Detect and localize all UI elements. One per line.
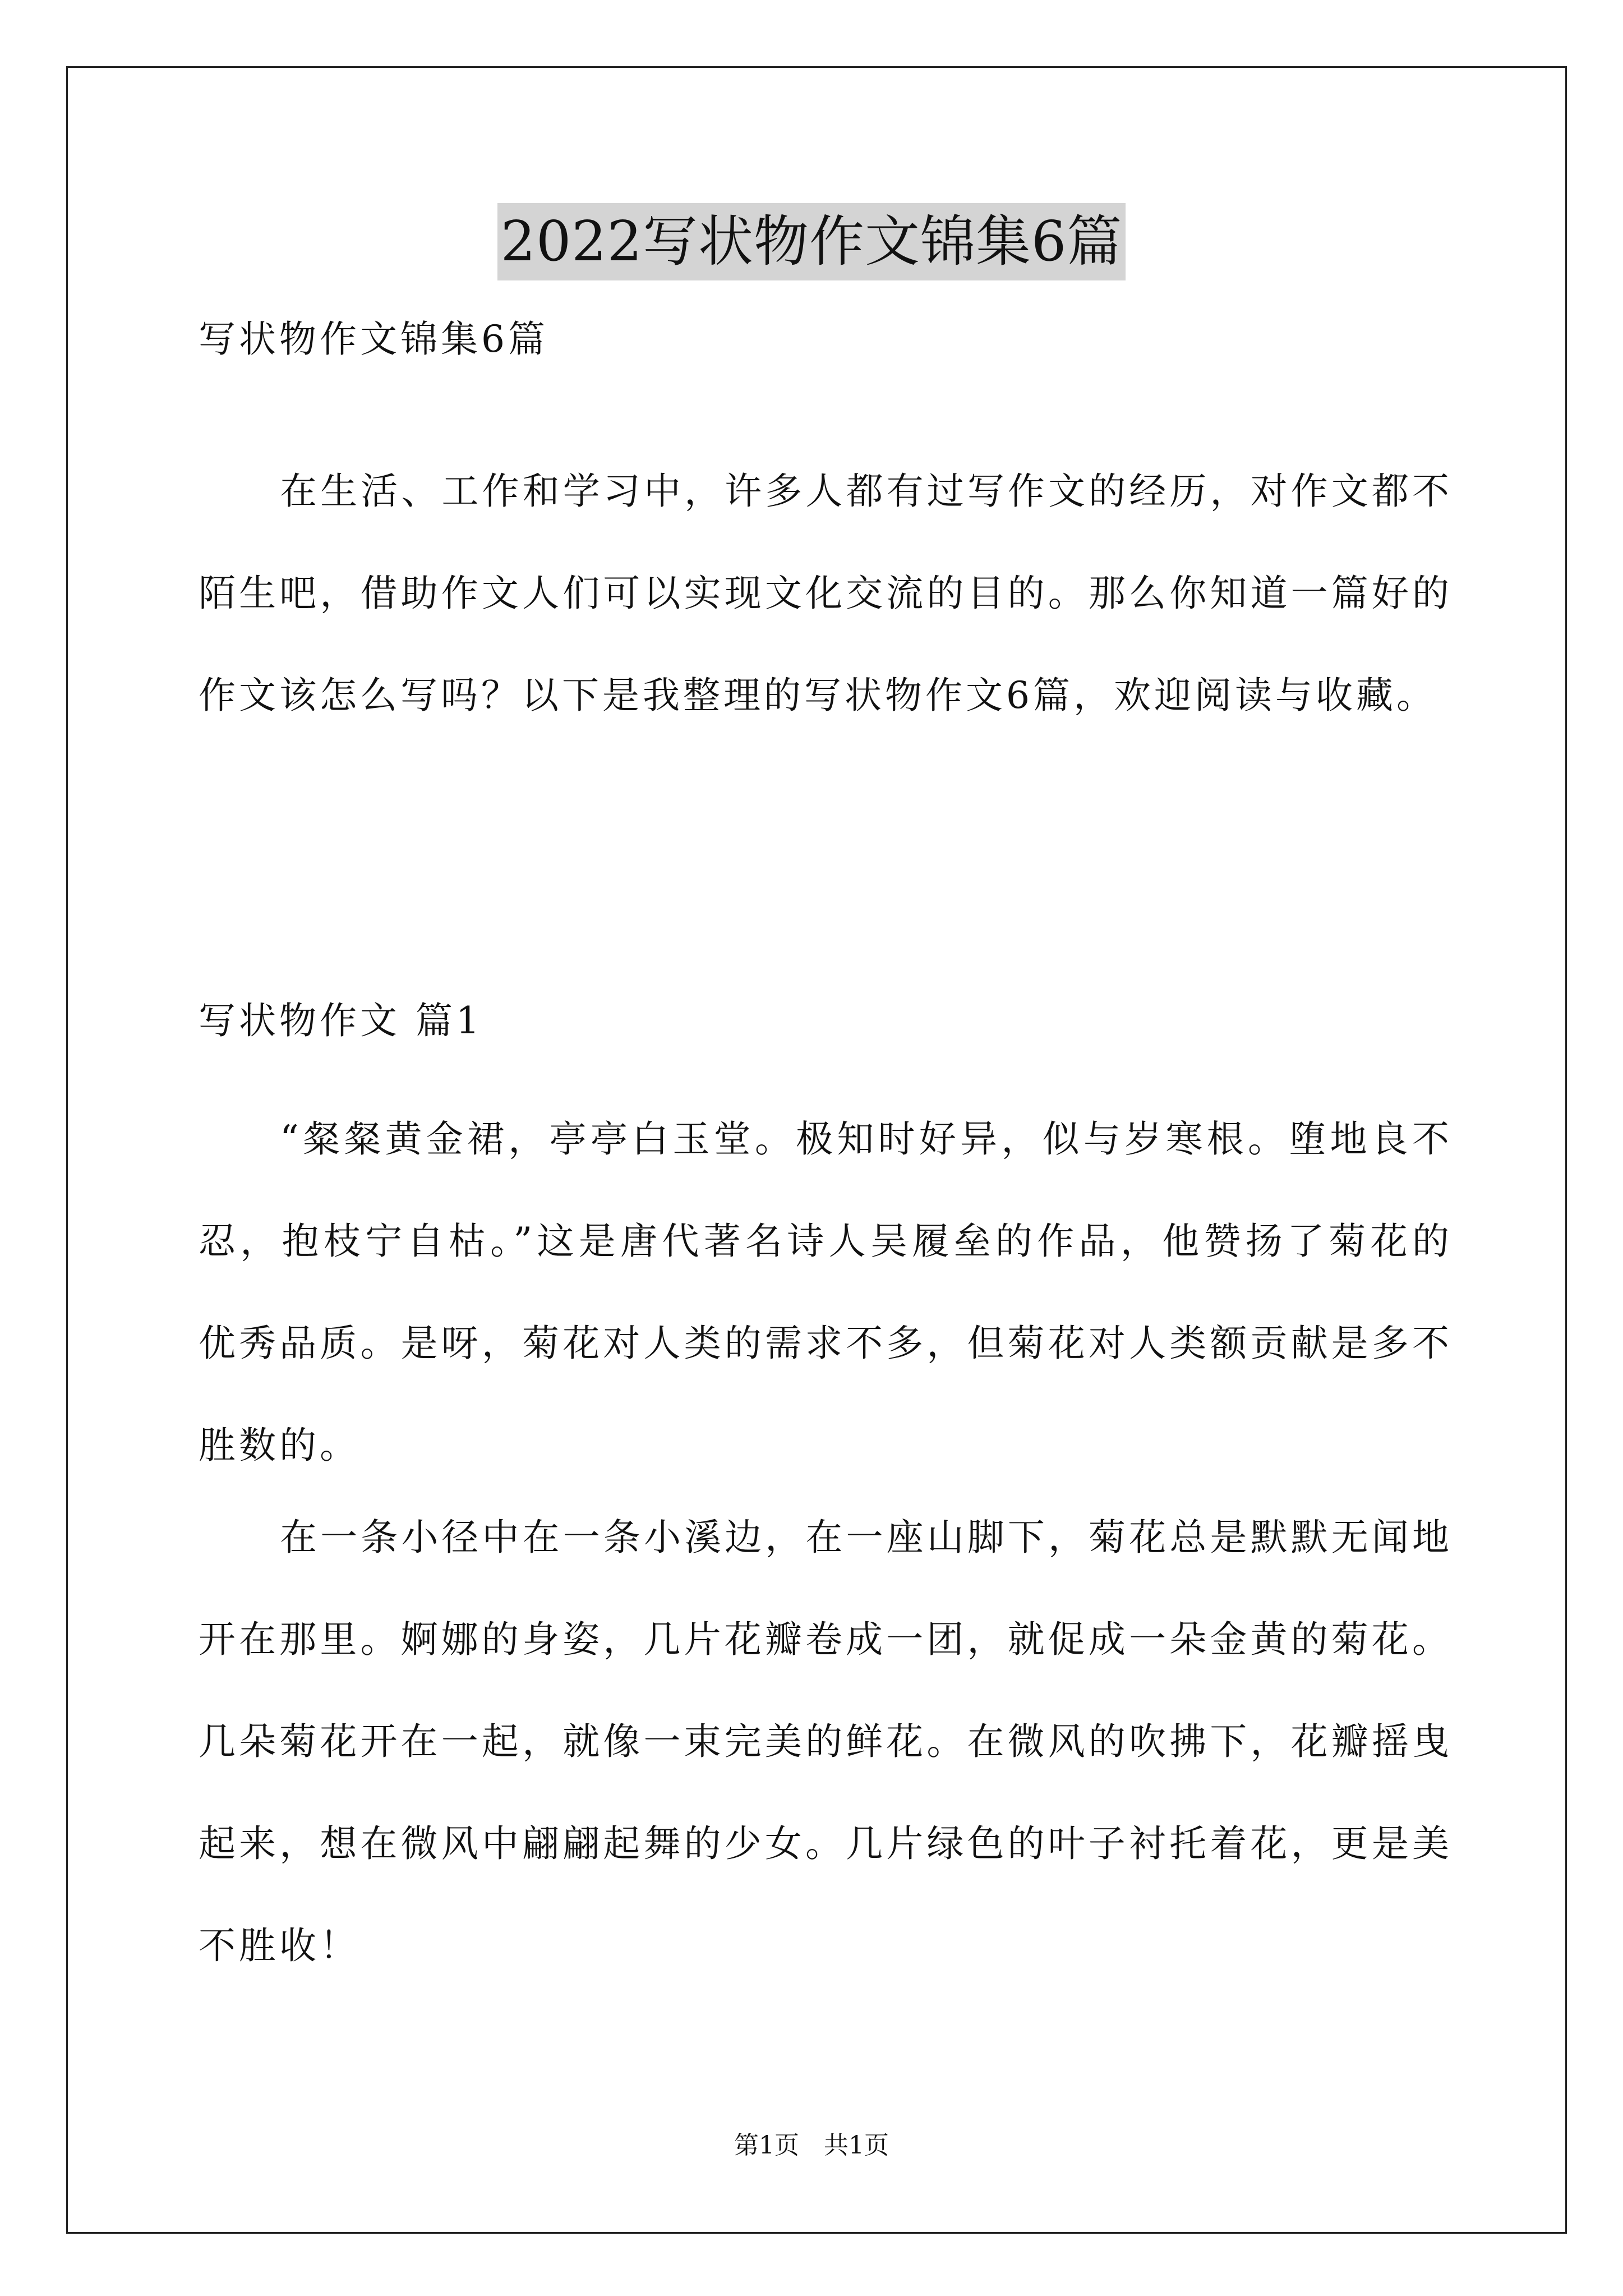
intro-paragraph: 在生活、工作和学习中，许多人都有过写作文的经历，对作文都不陌生吧，借助作文人们可以实现文化交流的目的。那么你知道一篇好的作文该怎么写吗？以下是我整理的写状物作文6篇，欢迎阅读与收藏。: [199, 470, 1453, 717]
title-container: [0, 203, 1623, 280]
body-paragraph-1: “粲粲黄金裙，亭亭白玉堂。极知时好异，似与岁寒根。堕地良不忍，抱枝宁自枯。”这是唐代著名诗人吴履垒的作品，他赞扬了菊花的优秀品质。是呀，菊花对人类的需求不多，但菊花对人类额贡献是多不胜数的。: [199, 1117, 1453, 1467]
document-title: 2022写状物作文锦集6篇: [497, 203, 1126, 280]
section-heading: 写状物作文 篇1: [199, 999, 483, 1042]
body-paragraph-2: 在一条小径中在一条小溪边，在一座山脚下，菊花总是默默无闻地开在那里。婀娜的身姿，几片花瓣卷成一团，就促成一朵金黄的菊花。几朵菊花开在一起，就像一束完美的鲜花。在微风的吹拂下，花瓣摇曳起来，想在微风中翩翩起舞的少女。几片绿色的叶子衬托着花，更是美不胜收！: [199, 1516, 1453, 1967]
page-footer: 第1页 共1页: [734, 2131, 889, 2160]
document-subtitle: 写状物作文锦集6篇: [199, 318, 548, 361]
